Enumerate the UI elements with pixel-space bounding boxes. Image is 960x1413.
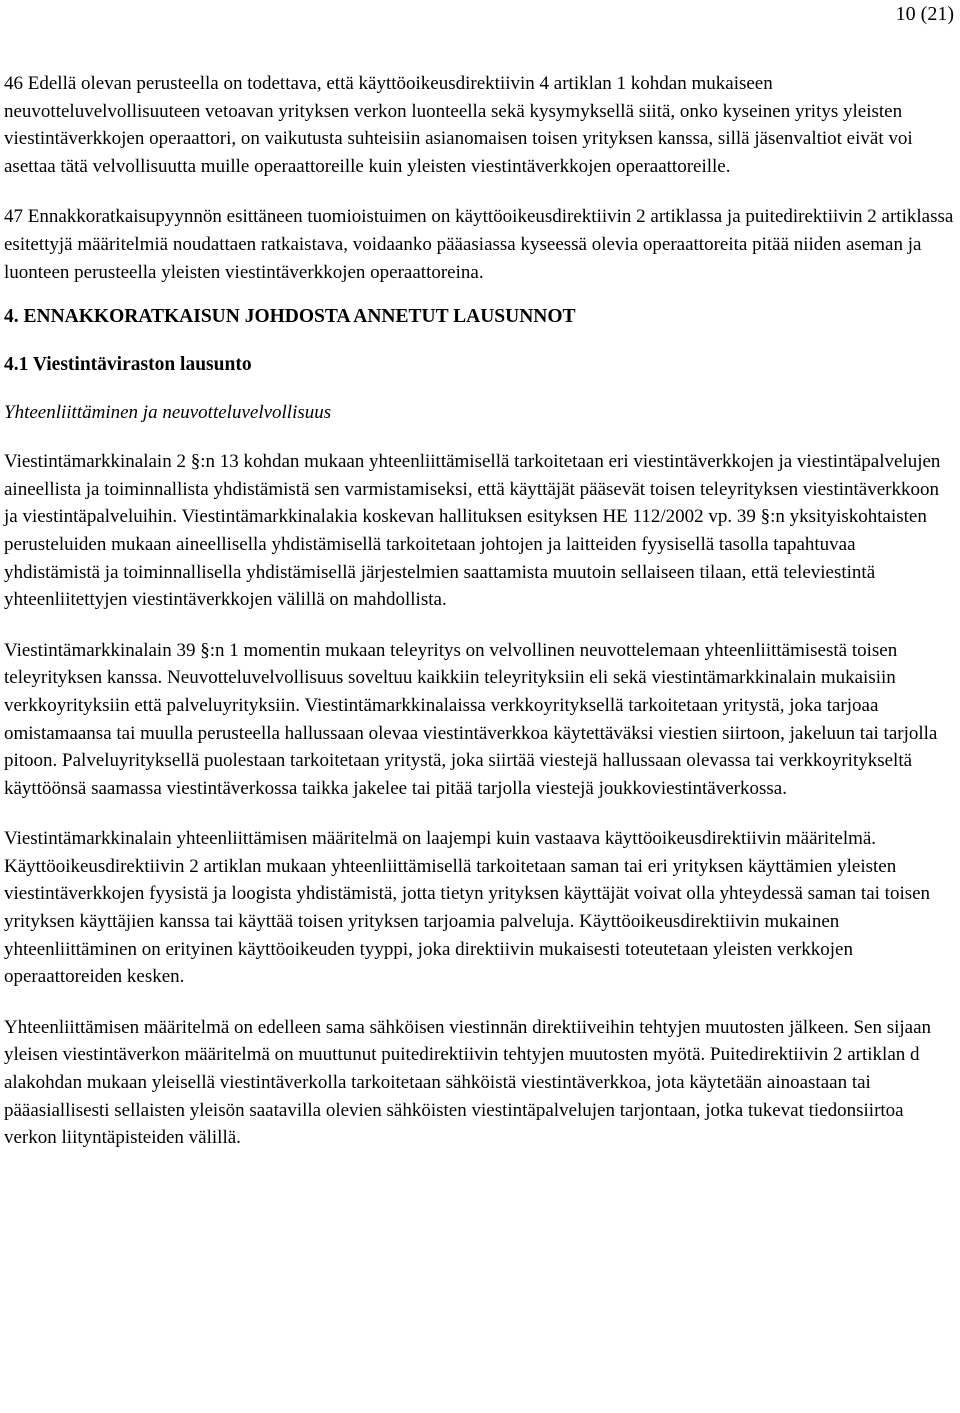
- subsection-heading: 4.1 Viestintäviraston lausunto: [4, 354, 252, 376]
- paragraph-directive-definition: Viestintämarkkinalain yhteenliittämisen määritelmä on laajempi kuin vastaava käyttöoikeusdirektiivin määritelmä. Käyttöoikeusdirektiivin 2 artiklan mukaan yhteenliittämisellä tarkoitetaan saman tai eri yrityksen käyttämien yleisten viestintäverkkojen fyysistä ja loogista yhdistämistä, jotta tietyn yrityksen käyttäjät voivat olla yhteydessä saman tai toisen yrityksen käyttäjien kanssa tai käyttää toisen yrityksen tarjoamia palveluja. Käyttöoikeusdirektiivin mukainen yhteenliittäminen on erityinen käyttöoikeuden tyyppi, joka direktiivin mukaisesti toteutetaan yleisten verkkojen operaattoreiden kesken.: [4, 828, 931, 988]
- paragraph-interconnection-definition: Viestintämarkkinalain 2 §:n 13 kohdan mukaan yhteenliittämisellä tarkoitetaan eri viestintäverkkojen ja viestintäpalvelujen aineellista ja toiminnallista yhdistämistä sen varmistamiseksi, että käyttäjät pääsevät toisen teleyrityksen viestintäverkkoon ja viestintäpalveluihin. Viestintämarkkinalakia koskevan hallituksen esityksen HE 112/2002 vp. 39 §:n yksityiskohtaisten perusteluiden mukaan aineellisella yhdistämisellä tarkoitetaan johtojen ja laitteiden fyysisellä tasolla tapahtuvaa yhdistämistä ja toiminnallisella yhdistämisellä järjestelmien saattamista muutoin sellaiseen tilaan, että televiestintä yhteenliitettyjen viestintäverkkojen välillä on mahdollista.: [4, 451, 941, 611]
- document-body: [4, 70, 956, 1152]
- page-number: 10 (21): [895, 3, 954, 25]
- italic-heading: Yhteenliittäminen ja neuvotteluvelvollisuus: [4, 402, 332, 424]
- paragraph-negotiation-obligation: Viestintämarkkinalain 39 §:n 1 momentin mukaan teleyritys on velvollinen neuvottelemaan yhteenliittämisestä toisen teleyrityksen kanssa. Neuvotteluvelvollisuus soveltuu kaikkiin teleyrityksiin eli sekä viestintämarkkinalain mukaisiin verkkoyrityksiin että palveluyrityksiin. Viestintämarkkinalaissa verkkoyrityksellä tarkoitetaan yritystä, joka tarjoaa omistamaansa tai muulla perusteella hallussaan olevaa viestintäverkkoa käytettäväksi viestien siirtoon, jakeluun tai tarjolla pitoon. Palveluyrityksellä puolestaan tarkoitetaan yritystä, joka siirtää viestejä hallussaan olevassa tai verkkoyritykseltä käyttöönsä saamassa viestintäverkossa taikka jakelee tai pitää tarjolla viestejä joukkoviestintäverkossa.: [4, 639, 938, 799]
- paragraph-network-definition: Yhteenliittämisen määritelmä on edelleen sama sähköisen viestinnän direktiiveihin tehtyjen muutosten jälkeen. Sen sijaan yleisen viestintäverkon määritelmä on muuttunut puitedirektiivin tehtyjen muutosten myötä. Puitedirektiivin 2 artiklan d alakohdan mukaan yleisellä viestintäverkolla tarkoitetaan sähköistä viestintäverkkoa, jota käytetään ainoastaan tai pääasiallisesti sellaisten yleisön saatavilla olevien sähköisten viestintäpalvelujen tarjontaan, jotka tukevat tiedonsiirtoa verkon liityntäpisteiden välillä.: [4, 1016, 932, 1149]
- section-heading: 4. ENNAKKORATKAISUN JOHDOSTA ANNETUT LAUSUNNOT: [4, 306, 576, 328]
- paragraph-46: 46 Edellä olevan perusteella on todettava, että käyttöoikeusdirektiivin 4 artiklan 1 kohdan mukaiseen neuvotteluvelvollisuuteen vetoavan yrityksen verkon luonteella sekä kysymyksellä siitä, onko kyseinen yritys yleisten viestintäverkkojen operaattori, on vaikutusta suhteisiin asianomaisen toisen yrityksen kanssa, sillä jäsenvaltiot eivät voi asettaa tätä velvollisuutta muille operaattoreille kuin yleisten viestintäverkkojen operaattoreille.: [4, 73, 913, 177]
- paragraph-47: 47 Ennakkoratkaisupyynnön esittäneen tuomioistuimen on käyttöoikeusdirektiivin 2 artiklassa ja puitedirektiivin 2 artiklassa esitettyjä määritelmiä noudattaen ratkaistava, voidaanko pääasiassa kyseessä olevia operaattoreita pitää niiden aseman ja luonteen perusteella yleisten viestintäverkkojen operaattoreina.: [4, 206, 954, 283]
